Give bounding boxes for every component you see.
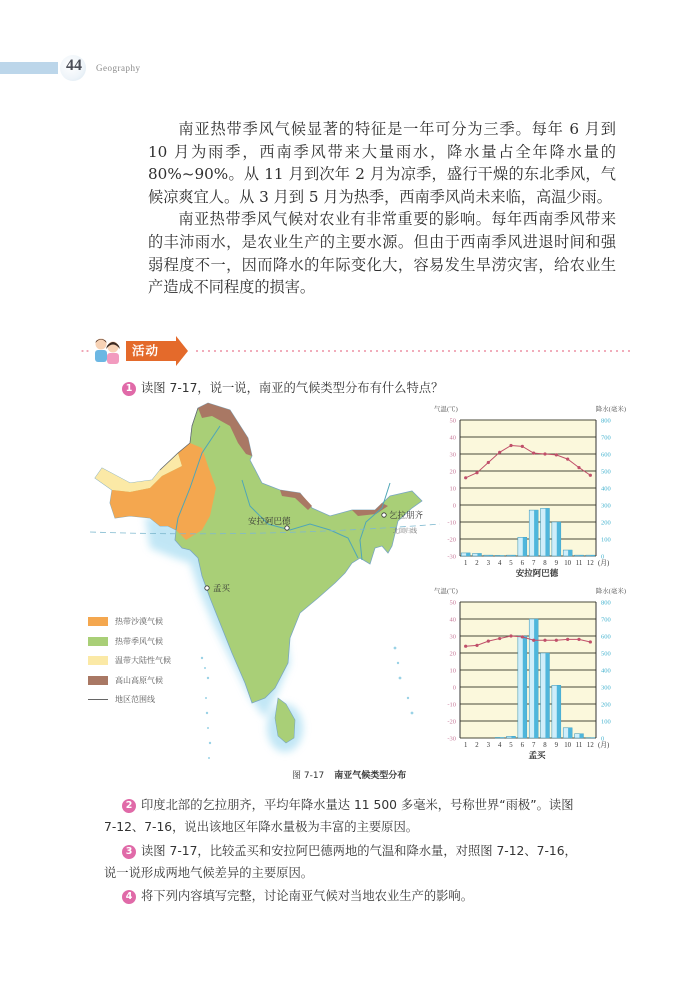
question-text-line1: 读图 7-17，比较孟买和安拉阿巴德两地的气温和降水量，对照图 7-12、7-16， bbox=[141, 844, 577, 858]
question-number-badge: 1 bbox=[122, 382, 136, 396]
svg-text:-10: -10 bbox=[447, 519, 456, 527]
svg-text:500: 500 bbox=[601, 468, 611, 476]
chart-graphic bbox=[432, 584, 642, 749]
label-tropic-of-cancer: 北回归线 bbox=[393, 528, 418, 535]
svg-text:11: 11 bbox=[575, 560, 583, 567]
svg-text:7: 7 bbox=[531, 560, 536, 567]
legend-label: 温带大陆性气候 bbox=[115, 656, 171, 666]
chart-title: 安拉阿巴德 bbox=[515, 569, 559, 579]
question-3 bbox=[122, 841, 577, 862]
dotted-rule bbox=[194, 350, 630, 352]
svg-text:0: 0 bbox=[601, 735, 605, 743]
chart-title: 孟买 bbox=[528, 751, 546, 761]
legend-label: 地区范围线 bbox=[115, 695, 155, 705]
svg-text:6: 6 bbox=[520, 742, 525, 749]
paragraph-seasons: 南亚热带季风气候显著的特征是一年可分为三季。每年 6 月到 10 月为雨季，西南季风带来大量雨水，降水量占全年降水量的 80%~90%。从 11 月到次年 2 月为凉季，盛行干燥的东北季风，气候凉爽宜人。从 3 月到 5 月为热季，西南季风尚未来临，高温少雨。 bbox=[148, 120, 616, 206]
svg-text:500: 500 bbox=[601, 650, 611, 658]
question-text: 读图 7-17，说一说，南亚的气候类型分布有什么特点？ bbox=[141, 381, 444, 395]
svg-text:30: 30 bbox=[449, 451, 456, 459]
legend-label: 热带沙漠气候 bbox=[115, 617, 163, 627]
city-marker-cherrapunji bbox=[382, 513, 386, 517]
svg-text:50: 50 bbox=[449, 417, 456, 425]
legend-item-boundary bbox=[88, 690, 171, 710]
svg-text:1: 1 bbox=[463, 560, 468, 567]
question-number-badge: 2 bbox=[122, 799, 136, 813]
svg-text:8: 8 bbox=[543, 742, 547, 749]
swatch-desert bbox=[88, 617, 108, 626]
svg-text:5: 5 bbox=[509, 560, 513, 567]
map-graphic bbox=[90, 398, 440, 768]
svg-text:(月): (月) bbox=[598, 560, 610, 567]
svg-text:40: 40 bbox=[449, 434, 456, 442]
chart-graphic bbox=[432, 402, 642, 567]
svg-text:气温(℃): 气温(℃) bbox=[434, 588, 458, 595]
svg-text:700: 700 bbox=[601, 616, 611, 624]
svg-text:200: 200 bbox=[601, 519, 611, 527]
question-4 bbox=[122, 886, 473, 907]
running-head: Geography bbox=[96, 63, 141, 73]
svg-text:气温(℃): 气温(℃) bbox=[434, 406, 458, 413]
body-text bbox=[148, 118, 616, 299]
label-mumbai: 孟买 bbox=[213, 584, 231, 594]
svg-text:30: 30 bbox=[449, 633, 456, 641]
svg-text:(月): (月) bbox=[598, 742, 610, 749]
legend-item-desert bbox=[88, 612, 171, 632]
svg-text:4: 4 bbox=[497, 560, 502, 567]
figure-title: 南亚气候类型分布 bbox=[334, 771, 407, 781]
svg-text:700: 700 bbox=[601, 434, 611, 442]
activity-banner bbox=[90, 336, 630, 366]
svg-text:4: 4 bbox=[497, 742, 502, 749]
svg-text:10: 10 bbox=[449, 485, 456, 493]
svg-text:1: 1 bbox=[463, 742, 468, 749]
svg-text:10: 10 bbox=[449, 667, 456, 675]
climate-chart-allahabad bbox=[432, 402, 642, 582]
svg-text:3: 3 bbox=[486, 742, 491, 749]
question-text-line2: 说一说形成两地气候差异的主要原因。 bbox=[104, 866, 314, 880]
svg-text:0: 0 bbox=[601, 553, 605, 561]
svg-text:800: 800 bbox=[601, 417, 611, 425]
svg-text:12: 12 bbox=[586, 560, 594, 567]
svg-text:-20: -20 bbox=[447, 718, 456, 726]
svg-text:-20: -20 bbox=[447, 536, 456, 544]
question-number-badge: 3 bbox=[122, 845, 136, 859]
svg-text:300: 300 bbox=[601, 502, 611, 510]
legend-item-monsoon bbox=[88, 632, 171, 652]
svg-text:-30: -30 bbox=[447, 553, 456, 561]
legend-item-highland bbox=[88, 671, 171, 691]
svg-text:-10: -10 bbox=[447, 701, 456, 709]
svg-text:2: 2 bbox=[475, 742, 479, 749]
svg-text:-30: -30 bbox=[447, 735, 456, 743]
svg-text:7: 7 bbox=[531, 742, 536, 749]
svg-text:2: 2 bbox=[475, 560, 479, 567]
svg-text:12: 12 bbox=[586, 742, 594, 749]
legend-label: 热带季风气候 bbox=[115, 636, 163, 646]
svg-text:9: 9 bbox=[554, 560, 559, 567]
activity-label: 活动 bbox=[126, 341, 176, 361]
svg-text:降水(毫米): 降水(毫米) bbox=[595, 406, 626, 413]
boundary-line-symbol bbox=[88, 699, 108, 700]
svg-text:300: 300 bbox=[601, 684, 611, 692]
header-bar bbox=[0, 62, 58, 74]
question-2 bbox=[122, 795, 574, 816]
question-text-line1: 印度北部的乞拉朋齐，平均年降水量达 11 500 多毫米，号称世界“雨极”。读图 bbox=[141, 798, 574, 812]
svg-text:200: 200 bbox=[601, 701, 611, 709]
svg-text:20: 20 bbox=[449, 650, 456, 658]
svg-text:800: 800 bbox=[601, 599, 611, 607]
south-asia-climate-map bbox=[90, 398, 440, 768]
figure-number: 图 7-17 bbox=[292, 771, 325, 781]
svg-text:9: 9 bbox=[554, 742, 559, 749]
swatch-monsoon bbox=[88, 637, 108, 646]
svg-text:5: 5 bbox=[509, 742, 513, 749]
label-allahabad: 安拉阿巴德 bbox=[248, 517, 291, 527]
page-number: 44 bbox=[66, 57, 82, 74]
svg-text:600: 600 bbox=[601, 451, 611, 459]
kids-icon bbox=[90, 336, 124, 366]
question-number-badge: 4 bbox=[122, 890, 136, 904]
svg-text:3: 3 bbox=[486, 560, 491, 567]
question-text: 将下列内容填写完整，讨论南亚气候对当地农业生产的影响。 bbox=[141, 889, 474, 903]
svg-text:50: 50 bbox=[449, 599, 456, 607]
svg-text:8: 8 bbox=[543, 560, 547, 567]
swatch-continental bbox=[88, 656, 108, 665]
label-cherrapunji: 乞拉朋齐 bbox=[389, 511, 424, 521]
svg-text:6: 6 bbox=[520, 560, 525, 567]
legend-item-continental bbox=[88, 651, 171, 671]
svg-text:600: 600 bbox=[601, 633, 611, 641]
arrow-icon bbox=[176, 336, 188, 366]
legend-label: 高山高原气候 bbox=[115, 675, 163, 685]
question-3-continued bbox=[104, 863, 313, 884]
paragraph-agriculture: 南亚热带季风气候对农业有非常重要的影响。每年西南季风带来的丰沛雨水，是农业生产的主要水源。但由于西南季风进退时间和强弱程度不一，因而降水的年际变化大，容易发生旱涝灾害，给农业生产造成不同程度的损害。 bbox=[148, 210, 616, 297]
svg-text:11: 11 bbox=[575, 742, 583, 749]
question-2-continued bbox=[104, 817, 418, 838]
svg-text:10: 10 bbox=[564, 742, 572, 749]
city-marker-mumbai bbox=[205, 586, 209, 590]
svg-text:400: 400 bbox=[601, 485, 611, 493]
svg-text:100: 100 bbox=[601, 536, 611, 544]
figure-caption bbox=[292, 768, 406, 781]
dotted-rule bbox=[80, 350, 90, 352]
question-text-line2: 7-12、7-16，说出该地区年降水量极为丰富的主要原因。 bbox=[104, 820, 419, 834]
question-1 bbox=[122, 378, 443, 399]
climate-chart-mumbai bbox=[432, 584, 642, 764]
svg-text:400: 400 bbox=[601, 667, 611, 675]
svg-text:0: 0 bbox=[452, 502, 456, 510]
svg-text:0: 0 bbox=[452, 684, 456, 692]
svg-text:10: 10 bbox=[564, 560, 572, 567]
map-legend bbox=[88, 612, 171, 710]
svg-text:降水(毫米): 降水(毫米) bbox=[595, 588, 626, 595]
swatch-highland bbox=[88, 676, 108, 685]
svg-text:100: 100 bbox=[601, 718, 611, 726]
svg-text:20: 20 bbox=[449, 468, 456, 476]
svg-text:40: 40 bbox=[449, 616, 456, 624]
